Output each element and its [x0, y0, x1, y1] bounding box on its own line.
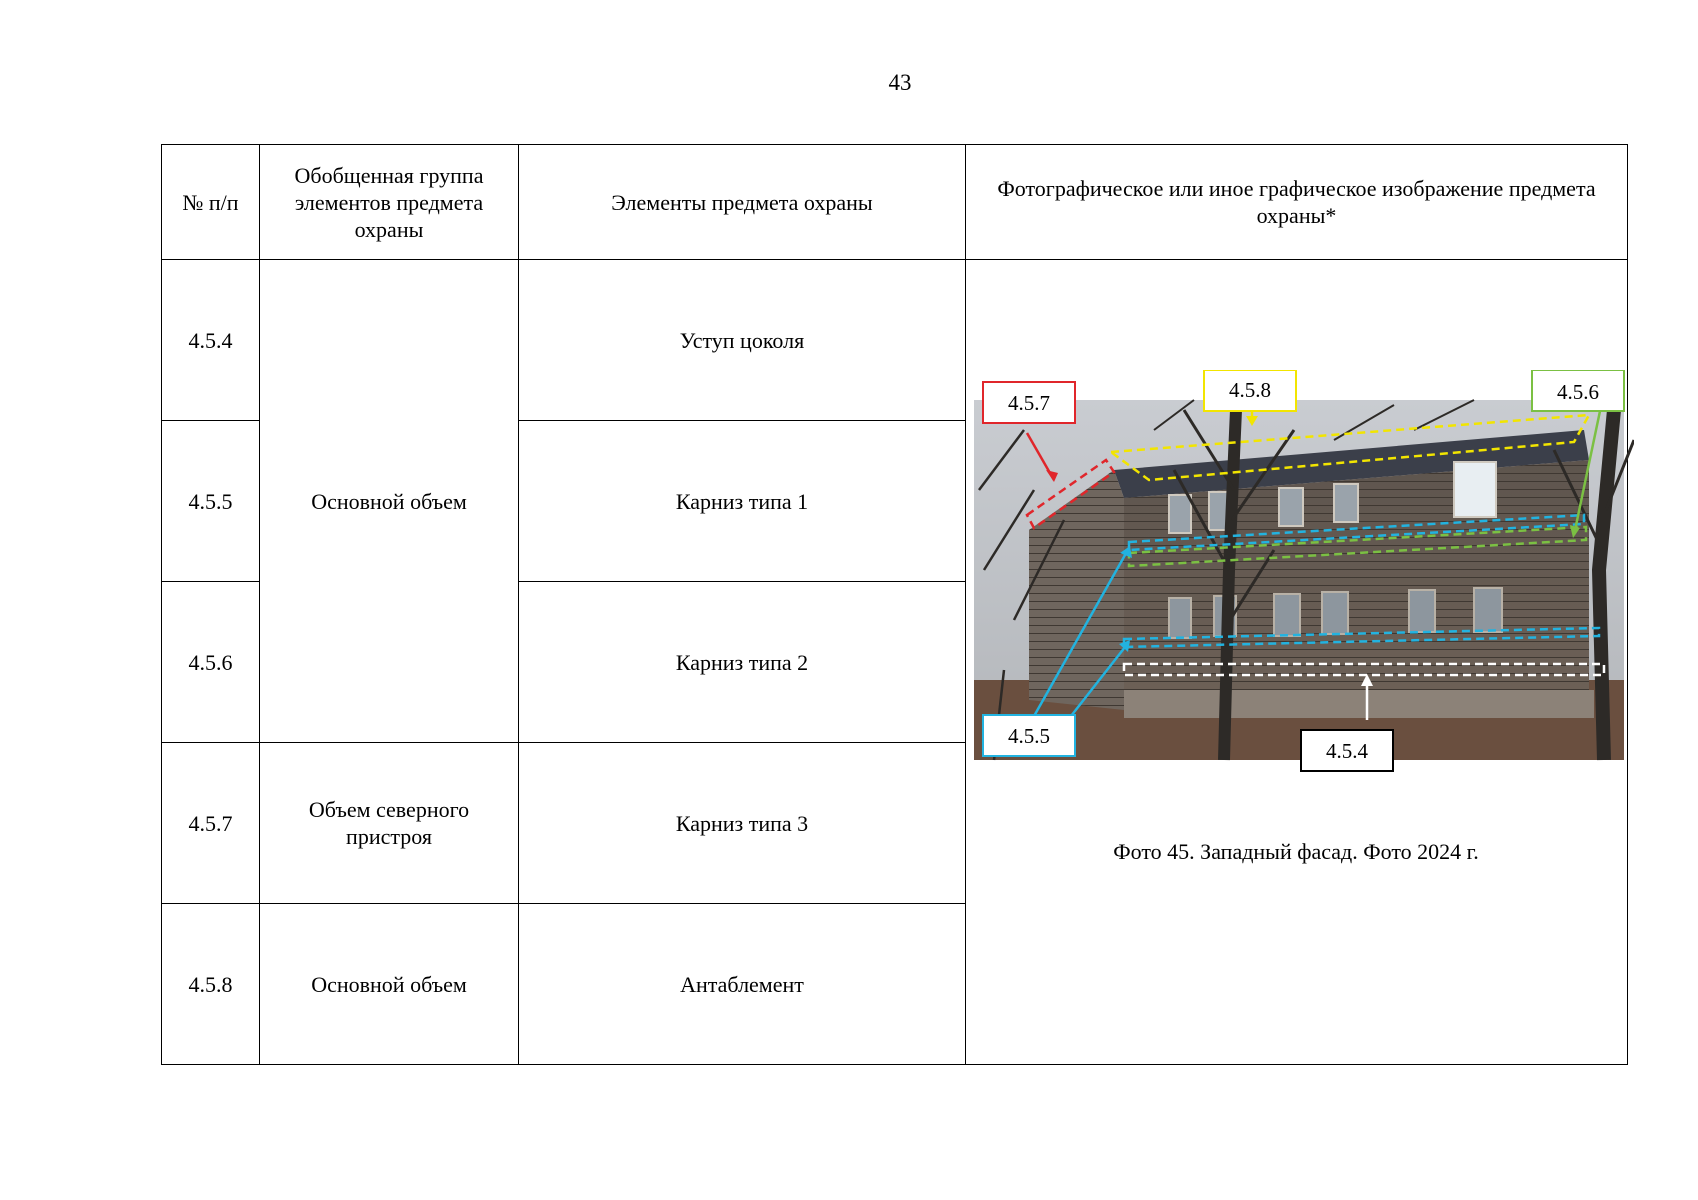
header-image: Фотографическое или иное графическое изображение предмета охраны*	[966, 145, 1628, 260]
row-element: Карниз типа 1	[519, 421, 966, 582]
header-group: Обобщенная группа элементов предмета охраны	[260, 145, 519, 260]
label-454: 4.5.4	[1326, 739, 1368, 763]
row-element: Карниз типа 3	[519, 743, 966, 904]
group-north-annex: Объем северного пристроя	[260, 743, 519, 904]
row-element: Карниз типа 2	[519, 582, 966, 743]
photo-cell	[966, 260, 1628, 1065]
facade-photo-annotated	[974, 370, 1634, 806]
page-number: 43	[888, 70, 912, 95]
table-row	[162, 260, 1628, 421]
facade-photo-svg	[974, 370, 1634, 806]
row-num: 4.5.6	[162, 582, 260, 743]
label-456: 4.5.6	[1557, 380, 1599, 404]
row-element: Антаблемент	[519, 904, 966, 1065]
group-main-volume-2: Основной объем	[260, 904, 519, 1065]
label-455: 4.5.5	[1008, 724, 1050, 748]
table-header-row	[162, 145, 1628, 260]
row-element: Уступ цоколя	[519, 260, 966, 421]
header-num: № п/п	[162, 145, 260, 260]
row-num: 4.5.5	[162, 421, 260, 582]
row-num: 4.5.8	[162, 904, 260, 1065]
row-num: 4.5.4	[162, 260, 260, 421]
header-elements: Элементы предмета охраны	[519, 145, 966, 260]
photo-caption: Фото 45. Западный фасад. Фото 2024 г.	[1113, 839, 1479, 864]
group-main-volume: Основной объем	[260, 260, 519, 743]
row-num: 4.5.7	[162, 743, 260, 904]
label-457: 4.5.7	[1008, 391, 1050, 415]
label-458: 4.5.8	[1229, 378, 1271, 402]
photo-plinth	[1124, 690, 1594, 718]
protection-subject-table	[161, 144, 1628, 1065]
